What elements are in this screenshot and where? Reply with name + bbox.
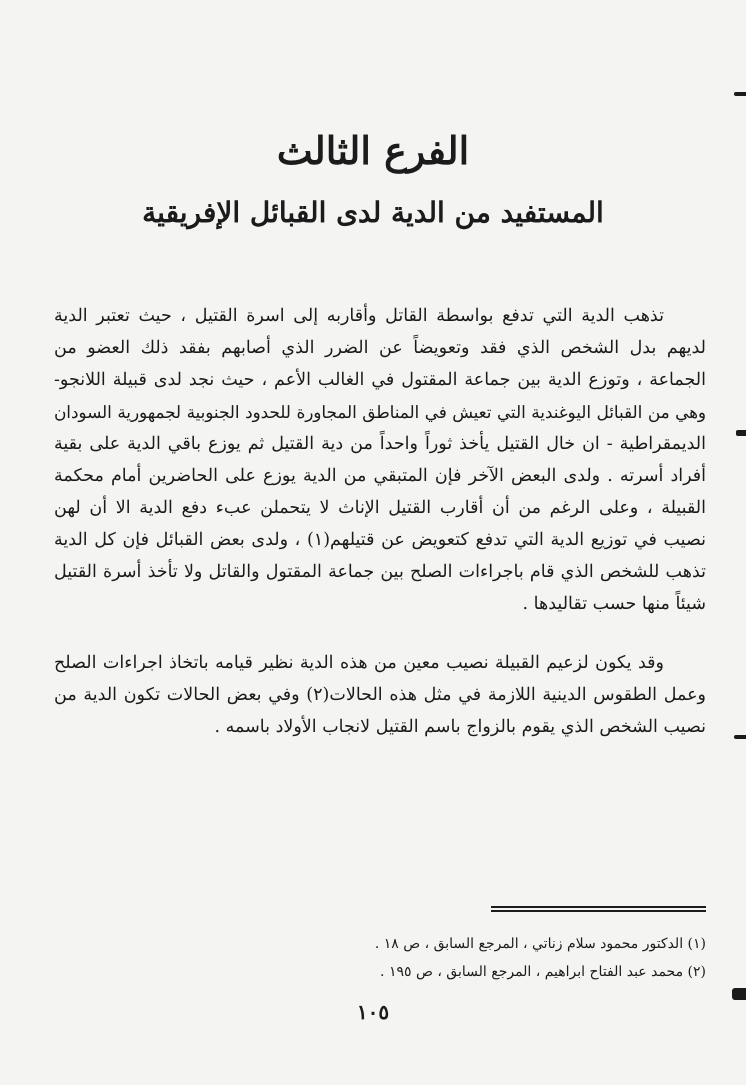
paragraph-2 — [54, 647, 706, 743]
text-line: تذهب للشخص الذي قام باجراءات الصلح بين جماعة المقتول والقاتل ولا تأخذ أسرة القتيل — [54, 562, 706, 582]
text-line: تذهب الدية التي تدفع بواسطة القاتل وأقاربه إلى اسرة القتيل ، حيث تعتبر الدية — [54, 306, 664, 326]
scan-edge-mark — [732, 988, 746, 1000]
text-line: الجماعة ، وتوزع الدية بين جماعة المقتول في الغالب الأعم ، حيث نجد لدى قبيلة اللانجو- — [54, 370, 706, 390]
scan-edge-mark — [734, 92, 746, 96]
footnote-divider — [491, 906, 706, 912]
scan-edge-mark — [734, 735, 746, 739]
paragraph-1 — [54, 300, 706, 620]
scan-edge-mark — [736, 430, 746, 436]
text-line: الديمقراطية - ان خال القتيل يأخذ ثوراً واحداً من دية القتيل ثم يوزع باقي الدية على بقية — [54, 434, 706, 454]
text-line: شيئاً منها حسب تقاليدها . — [522, 594, 706, 614]
page-number: ١٠٥ — [356, 1000, 390, 1024]
text-line: وعمل الطقوس الدينية اللازمة في مثل هذه الحالات(٢) وفي بعض الحالات تكون الدية من — [54, 685, 706, 705]
text-line: نصيب الشخص الذي يقوم بالزواج باسم القتيل لانجاب الأولاد باسمه . — [214, 717, 706, 737]
chapter-title: الفرع الثالث — [276, 128, 470, 173]
footnotes — [100, 930, 706, 986]
footnote-2: (٢) محمد عبد الفتاح ابراهيم ، المرجع السابق ، ص ١٩٥ . — [380, 964, 706, 980]
section-title: المستفيد من الدية لدى القبائل الإفريقية — [142, 196, 604, 229]
text-line: القبيلة ، وعلى الرغم من أن أقارب القتيل الإناث لا يتحملن عبء دفع الدية الا أن لهن — [54, 498, 706, 518]
text-line: أفراد أسرته . ولدى البعض الآخر فإن المتبقي من الدية يوزع على الحاضرين أمام محكمة — [54, 466, 706, 486]
text-line: وقد يكون لزعيم القبيلة نصيب معين من هذه الدية نظير قيامه باتخاذ اجراءات الصلح — [54, 653, 664, 673]
text-line: وهي من القبائل اليوغندية التي تعيش في المناطق المجاورة للحدود الجنوبية لجمهورية السودان — [54, 402, 706, 422]
text-line: لديهم بدل الشخص الذي فقد وتعويضاً عن الضرر الذي أصابهم بفقد ذلك العضو من — [54, 338, 706, 358]
footnote-1: (١) الدكتور محمود سلام زناتي ، المرجع السابق ، ص ١٨ . — [374, 936, 706, 952]
text-line: نصيب في توزيع الدية التي تدفع كتعويض عن قتيلهم(١) ، ولدى بعض القبائل فإن كل الدية — [54, 530, 706, 550]
